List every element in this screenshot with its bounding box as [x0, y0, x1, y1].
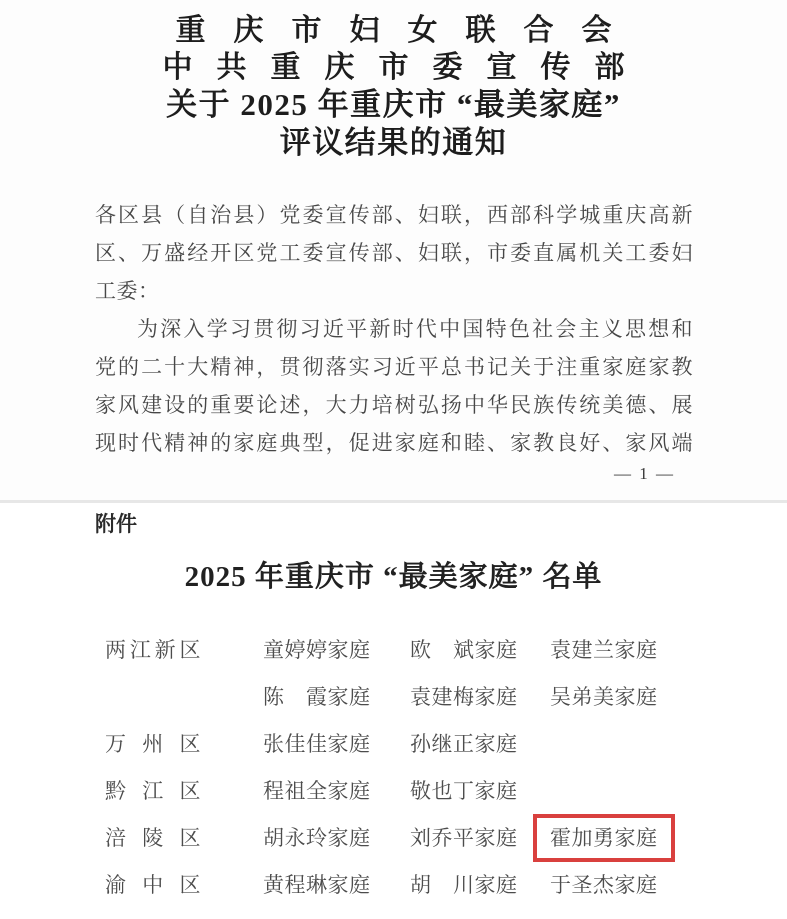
- district-cell: 渝中区: [105, 873, 201, 897]
- district-cell: 万州区: [105, 732, 201, 756]
- body-line: 区、万盛经开区党工委宣传部、妇联，市委直属机关工委妇: [95, 241, 693, 265]
- body-line: 现时代精神的家庭典型，促进家庭和睦、家教良好、家风端: [95, 431, 693, 455]
- roster-row: [105, 674, 787, 721]
- family-cell: 袁建兰家庭: [550, 638, 658, 662]
- roster-title: 2025 年重庆市 “最美家庭” 名单: [184, 561, 603, 593]
- body-line: 家风建设的重要论述，大力培树弘扬中华民族传统美德、展: [95, 393, 693, 417]
- family-cell-highlighted: [550, 815, 787, 862]
- family-cell: 程祖全家庭: [263, 779, 371, 803]
- roster-row: [105, 721, 787, 768]
- page-divider: [0, 500, 787, 503]
- family-cell: 袁建梅家庭: [410, 685, 518, 709]
- family-cell: 吴弟美家庭: [550, 685, 658, 709]
- family-cell: 童婷婷家庭: [263, 638, 371, 662]
- roster-row: [105, 627, 787, 674]
- family-cell: 敬也丁家庭: [410, 779, 518, 803]
- highlight-box: 霍加勇家庭: [533, 814, 675, 862]
- body-line: 为深入学习贯彻习近平新时代中国特色社会主义思想和: [137, 317, 693, 341]
- body-line: 工委：: [95, 279, 160, 303]
- page-2: [0, 511, 787, 919]
- family-cell: 刘乔平家庭: [410, 826, 518, 850]
- attachment-label: 附件: [95, 512, 137, 536]
- document-body: [0, 196, 787, 462]
- roster: [0, 627, 787, 909]
- title-line-2: [0, 49, 787, 86]
- family-cell: 孙继正家庭: [410, 732, 518, 756]
- family-cell: 陈 霞家庭: [263, 685, 371, 709]
- family-cell: 胡 川家庭: [410, 873, 518, 897]
- family-cell: 张佳佳家庭: [263, 732, 371, 756]
- body-line: 各区县（自治县）党委宣传部、妇联，西部科学城重庆高新: [95, 203, 693, 227]
- title-text: 中共重庆市委宣传部: [162, 51, 649, 84]
- district-cell: 两江新区: [105, 638, 201, 662]
- document-title: [0, 0, 787, 162]
- page-number: — 1 —: [614, 464, 675, 483]
- family-cell: 欧 斌家庭: [410, 638, 518, 662]
- roster-row: [105, 815, 787, 862]
- roster-row: [105, 862, 787, 909]
- title-line-4: [0, 124, 787, 162]
- title-text: 重庆市妇女联合会: [175, 14, 640, 47]
- title-text: 关于 2025 年重庆市 “最美家庭”: [166, 87, 621, 122]
- district-cell: 黔江区: [105, 779, 201, 803]
- family-cell: 于圣杰家庭: [550, 873, 658, 897]
- title-line-1: [0, 12, 787, 49]
- roster-row: [105, 768, 787, 815]
- title-line-3: [0, 86, 787, 124]
- district-cell: 涪陵区: [105, 826, 201, 850]
- family-cell: 胡永玲家庭: [263, 826, 371, 850]
- title-text: 评议结果的通知: [279, 125, 508, 160]
- family-cell: 黄程琳家庭: [263, 873, 371, 897]
- body-line: 党的二十大精神，贯彻落实习近平总书记关于注重家庭家教: [95, 355, 693, 379]
